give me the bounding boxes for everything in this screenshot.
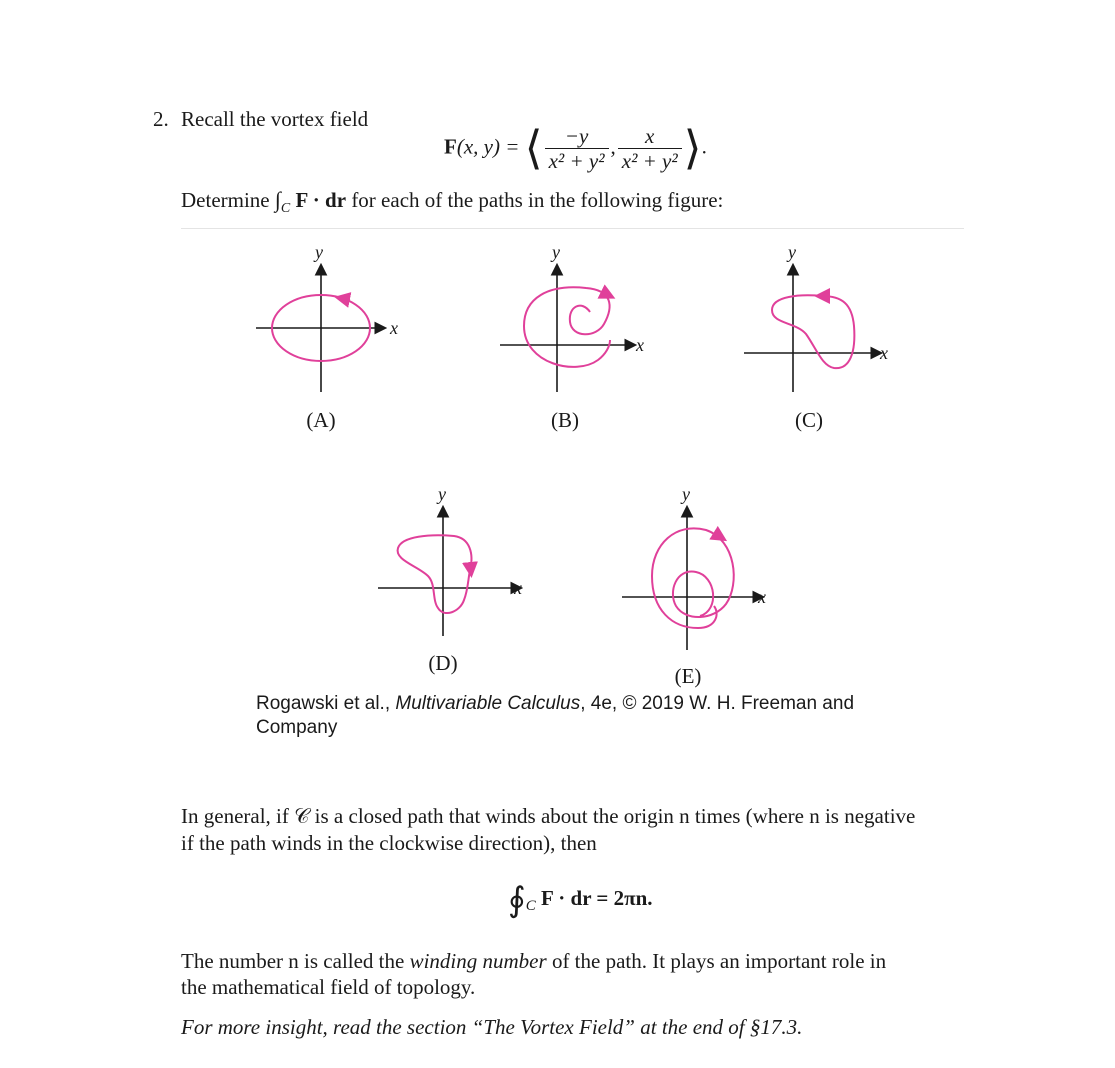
winding-term: winding number <box>409 949 547 973</box>
panel-d-curve <box>398 535 472 613</box>
panel-c <box>744 242 888 432</box>
credit-rest: , 4e, © 2019 W. H. Freeman and <box>580 693 855 714</box>
problem-number: 2. <box>153 107 169 131</box>
winding-line-2: the mathematical field of topology. <box>181 975 476 999</box>
credit-line2: Company <box>256 717 338 738</box>
field-end: . <box>701 134 707 159</box>
determine-expression: F · dr <box>295 188 347 212</box>
panel-b-y-label: y <box>552 242 560 262</box>
panel-a-x-label: x <box>390 318 398 338</box>
vortex-field-equation: F(x, y) = ⟨ $\frac{-y}{\text{x² + y²}}$ , $\frac{x}{\text{x² + y²}}$ ⟩. <box>444 122 707 174</box>
panel-e-curve <box>652 528 734 628</box>
panel-e-y-label: y <box>682 484 690 504</box>
general-line-1: In general, if 𝒞 is a closed path that winds about the origin n times (where n is negative <box>181 804 916 828</box>
panel-b-label: (B) <box>551 408 579 432</box>
panel-a-y-label: y <box>315 242 323 262</box>
panel-d-direction-arrow <box>470 562 471 572</box>
field-F: F <box>444 134 457 159</box>
winding-equation <box>508 880 653 920</box>
integral-subscript: C <box>280 201 291 217</box>
winding-prefix: The number n is called the <box>181 949 405 973</box>
field-lhs: (x, y) = <box>456 134 520 159</box>
panel-d-y-label: y <box>438 484 446 504</box>
panel-b <box>500 242 644 432</box>
contour-integral-sign: ∮ <box>508 882 526 919</box>
integral-sign: ∫ <box>274 187 281 212</box>
right-angle-bracket: ⟩ <box>683 122 702 174</box>
panel-d-x-label: x <box>514 578 522 598</box>
numerator-1: −y <box>545 124 609 149</box>
panel-c-y-label: y <box>788 242 796 262</box>
credit-title: Multivariable Calculus <box>395 693 581 714</box>
problem-intro: Recall the vortex field <box>181 107 369 131</box>
winding-equation-body: F · dr = 2πn. <box>540 885 653 910</box>
panel-a-label: (A) <box>306 408 336 432</box>
contour-subscript: C <box>525 898 536 914</box>
denominator-1: x² + y² <box>548 149 605 173</box>
credit-author: Rogawski et al., <box>256 693 396 714</box>
panel-d <box>378 484 522 675</box>
figure-credit <box>256 692 854 740</box>
panel-b-curve <box>524 287 610 367</box>
panel-a <box>256 242 398 432</box>
left-angle-bracket: ⟨ <box>524 122 543 174</box>
determine-suffix: for each of the paths in the following figure: <box>351 188 724 212</box>
winding-suffix: of the path. It plays an important role in <box>551 949 887 973</box>
panel-a-direction-arrow <box>340 298 350 300</box>
winding-number-line <box>181 948 886 975</box>
panel-c-label: (C) <box>795 408 823 432</box>
panel-e <box>622 484 766 688</box>
determine-prefix: Determine <box>181 188 270 212</box>
panel-b-x-label: x <box>636 335 644 355</box>
panel-d-label: (D) <box>428 651 458 675</box>
denominator-2: x² + y² <box>621 149 678 173</box>
panel-e-label: (E) <box>674 664 702 688</box>
numerator-2: x <box>618 124 682 149</box>
general-line-2: if the path winds in the clockwise direction), then <box>181 831 597 855</box>
panel-c-x-label: x <box>880 343 888 363</box>
panel-c-curve <box>772 295 854 368</box>
insight-note: For more insight, read the section “The Vortex Field” at the end of §17.3. <box>181 1015 803 1039</box>
panel-e-x-label: x <box>758 587 766 607</box>
